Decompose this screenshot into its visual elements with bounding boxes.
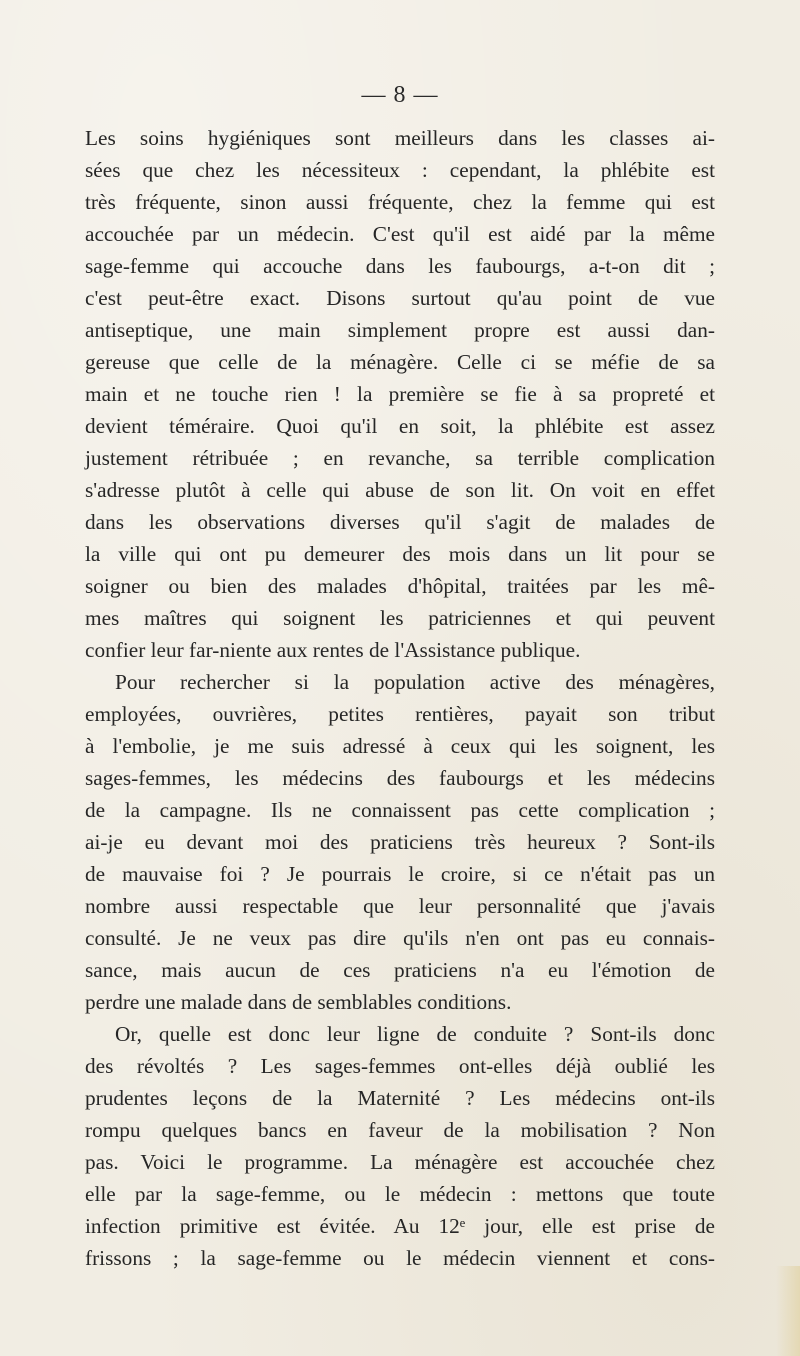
text-line: pas. Voici le programme. La ménagère est accouchée chez (85, 1150, 715, 1174)
text-line: mes maîtres qui soignent les patriciennes et qui peuvent (85, 606, 715, 630)
text-line: très fréquente, sinon aussi fréquente, chez la femme qui est (85, 190, 715, 214)
text-line: employées, ouvrières, petites rentières, payait son tribut (85, 702, 715, 726)
text-line: soigner ou bien des malades d'hôpital, traitées par les mê- (85, 574, 715, 598)
text-line: rompu quelques bancs en faveur de la mobilisation ? Non (85, 1118, 715, 1142)
body-text (85, 122, 715, 1274)
text-line: elle par la sage-femme, ou le médecin : mettons que toute (85, 1182, 715, 1206)
text-line: perdre une malade dans de semblables conditions. (85, 990, 512, 1014)
paragraph-1 (85, 122, 715, 666)
text-line: dans les observations diverses qu'il s'agit de malades de (85, 510, 715, 534)
paper-stain (776, 1266, 800, 1356)
paragraph-2 (85, 666, 715, 1018)
text-line: sance, mais aucun de ces praticiens n'a eu l'émotion de (85, 958, 715, 982)
text-line: sages-femmes, les médecins des faubourgs et les médecins (85, 766, 715, 790)
text-line: à l'embolie, je me suis adressé à ceux qui les soignent, les (85, 734, 715, 758)
text-line: s'adresse plutôt à celle qui abuse de son lit. On voit en effet (85, 478, 715, 502)
text-line: Pour rechercher si la population active des ménagères, (115, 670, 715, 694)
text-line: nombre aussi respectable que leur personnalité que j'avais (85, 894, 715, 918)
paragraph-3 (85, 1018, 715, 1274)
text-line: frissons ; la sage-femme ou le médecin viennent et cons- (85, 1246, 715, 1270)
text-line: antiseptique, une main simplement propre est aussi dan- (85, 318, 715, 342)
text-line: la ville qui ont pu demeurer des mois dans un lit pour se (85, 542, 715, 566)
text-line: accouchée par un médecin. C'est qu'il est aidé par la même (85, 222, 715, 246)
text-line: c'est peut-être exact. Disons surtout qu'au point de vue (85, 286, 715, 310)
text-line: prudentes leçons de la Maternité ? Les médecins ont-ils (85, 1086, 715, 1110)
text-line: gereuse que celle de la ménagère. Celle ci se méfie de sa (85, 350, 715, 374)
text-line: confier leur far-niente aux rentes de l'Assistance publique. (85, 638, 581, 662)
text-line: main et ne touche rien ! la première se fie à sa propreté et (85, 382, 715, 406)
text-line: infection primitive est évitée. Au 12ᵉ jour, elle est prise de (85, 1214, 715, 1238)
text-line: de la campagne. Ils ne connaissent pas cette complication ; (85, 798, 715, 822)
text-line: sage-femme qui accouche dans les faubourgs, a-t-on dit ; (85, 254, 715, 278)
text-line: Or, quelle est donc leur ligne de conduite ? Sont-ils donc (115, 1022, 715, 1046)
text-line: sées que chez les nécessiteux : cependant, la phlébite est (85, 158, 715, 182)
text-line: devient téméraire. Quoi qu'il en soit, la phlébite est assez (85, 414, 715, 438)
text-line: ai-je eu devant moi des praticiens très heureux ? Sont-ils (85, 830, 715, 854)
text-line: Les soins hygiéniques sont meilleurs dans les classes ai- (85, 126, 715, 150)
text-line: consulté. Je ne veux pas dire qu'ils n'en ont pas eu connais- (85, 926, 715, 950)
text-line: des révoltés ? Les sages-femmes ont-elles déjà oublié les (85, 1054, 715, 1078)
text-line: justement rétribuée ; en revanche, sa terrible complication (85, 446, 715, 470)
page-number: — 8 — (361, 82, 439, 108)
text-line: de mauvaise foi ? Je pourrais le croire, si ce n'était pas un (85, 862, 715, 886)
